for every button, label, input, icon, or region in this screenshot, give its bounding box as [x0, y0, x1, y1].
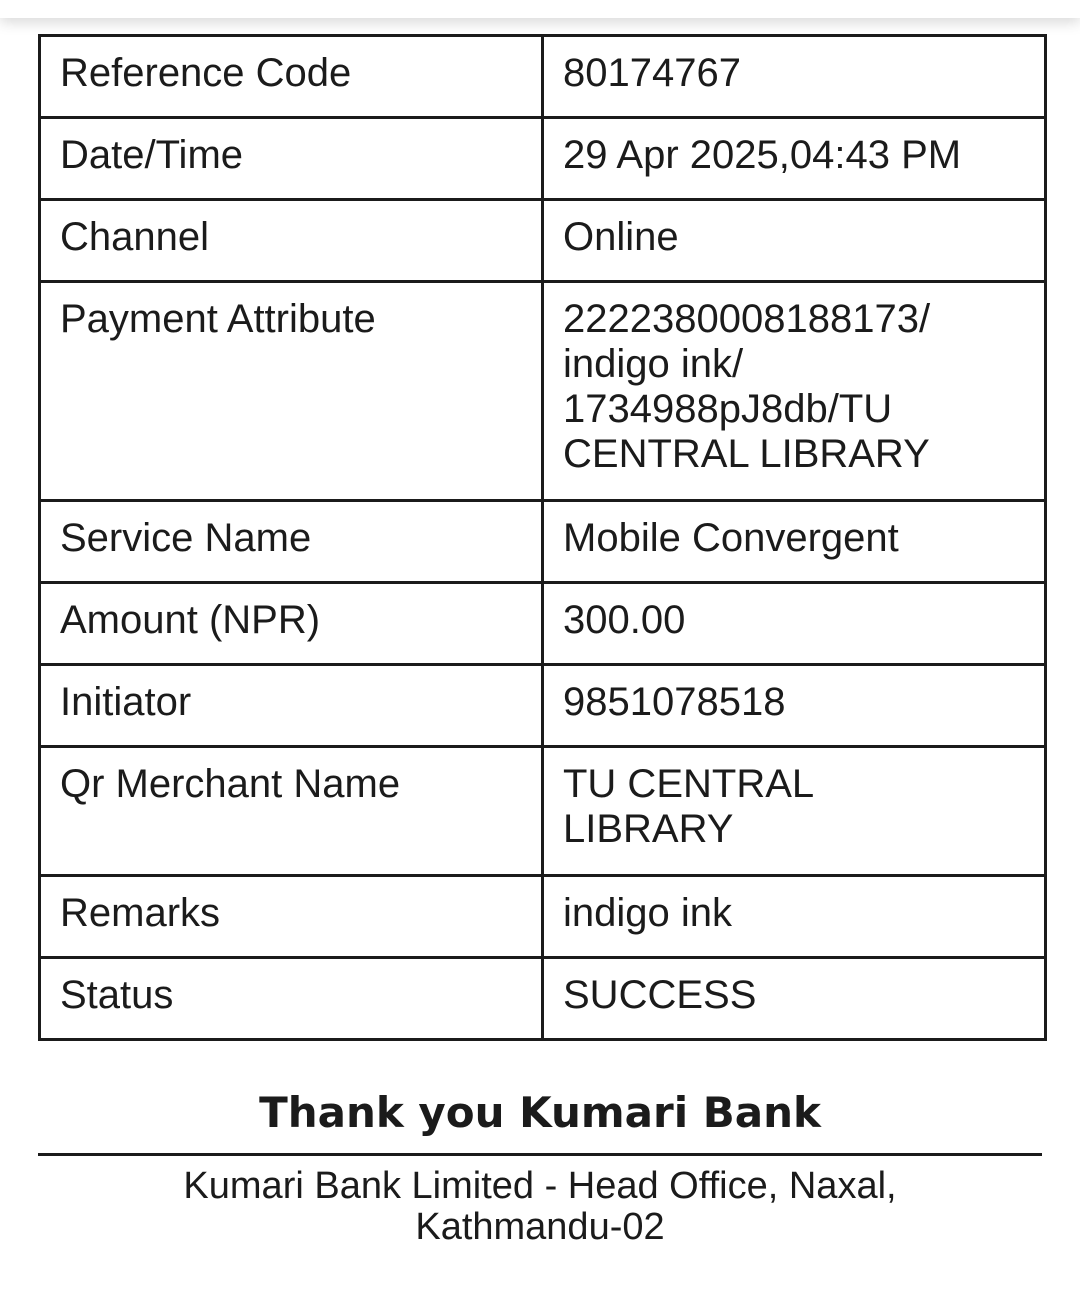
- row-value: [543, 876, 1046, 958]
- date-time-value: 29 Apr 2025,04:43 PM: [563, 133, 962, 177]
- status-value: SUCCESS: [563, 973, 757, 1017]
- row-value: [543, 118, 1046, 200]
- row-label: Payment Attribute: [40, 282, 543, 501]
- table-row-status: [40, 958, 1046, 1040]
- row-label: Qr Merchant Name: [40, 747, 543, 876]
- receipt-details-table: [38, 34, 1047, 1041]
- row-value: [543, 282, 1046, 501]
- service-name-value: Mobile Convergent: [563, 516, 899, 560]
- top-header-shadow: [0, 0, 1080, 18]
- row-label: Service Name: [40, 501, 543, 583]
- row-value: [543, 501, 1046, 583]
- table-row-payment-attribute: [40, 282, 1046, 501]
- table-row-remarks: [40, 876, 1046, 958]
- row-label: Date/Time: [40, 118, 543, 200]
- table-row-qr-merchant-name: [40, 747, 1046, 876]
- row-label: Initiator: [40, 665, 543, 747]
- thank-you-message: Thank you Kumari Bank: [259, 1088, 821, 1137]
- table-row-channel: [40, 200, 1046, 282]
- row-value: [543, 747, 1046, 876]
- footer-divider: [38, 1153, 1042, 1156]
- row-label: Channel: [40, 200, 543, 282]
- row-label: Reference Code: [40, 36, 543, 118]
- table-row-service-name: [40, 501, 1046, 583]
- row-value: [543, 665, 1046, 747]
- bank-address: Kumari Bank Limited - Head Office, Naxal, Kathmandu-02: [183, 1165, 897, 1248]
- table-row-amount: [40, 583, 1046, 665]
- reference-code-value: 80174767: [563, 51, 741, 95]
- initiator-value: 9851078518: [563, 680, 786, 724]
- amount-value: 300.00: [563, 598, 686, 642]
- table-row-initiator: [40, 665, 1046, 747]
- payment-attribute-value: 2222380008188173/ indigo ink/ 1734988pJ8db/TU CENTRAL LIBRARY: [563, 297, 931, 476]
- qr-merchant-name-value: TU CENTRAL LIBRARY: [563, 762, 815, 851]
- row-value: [543, 958, 1046, 1040]
- row-label: Amount (NPR): [40, 583, 543, 665]
- row-value: [543, 583, 1046, 665]
- row-value: [543, 200, 1046, 282]
- row-value: [543, 36, 1046, 118]
- row-label: Remarks: [40, 876, 543, 958]
- table-row-date-time: [40, 118, 1046, 200]
- table-row-reference-code: [40, 36, 1046, 118]
- channel-value: Online: [563, 215, 679, 259]
- row-label: Status: [40, 958, 543, 1040]
- remarks-value: indigo ink: [563, 891, 733, 935]
